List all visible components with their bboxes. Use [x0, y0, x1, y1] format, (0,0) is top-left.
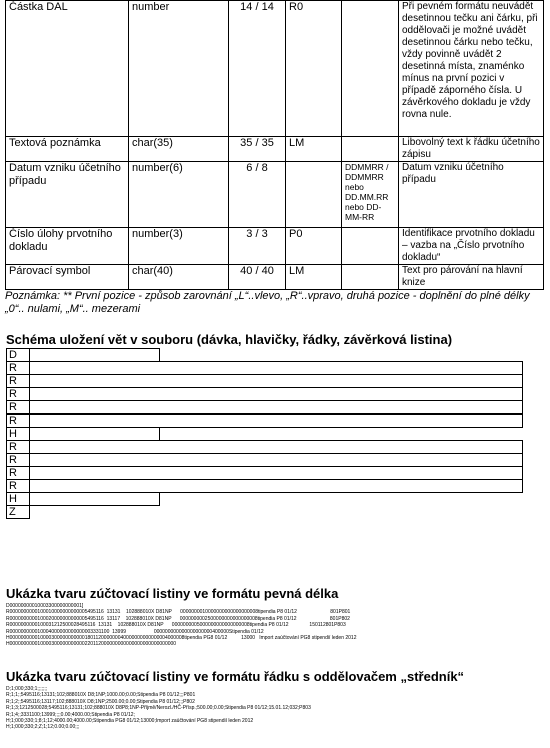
spec-cell-len: 3 / 3 — [229, 228, 286, 265]
note: Poznámka: ** První pozice - způsob zarovnání „L“..vlevo, „R“..vpravo, druhá pozice - doplnění do plné délky „0“.. nulami, „M“.. mezerami — [5, 290, 530, 315]
schema-record-bar — [29, 348, 160, 362]
schema-tag: R — [6, 479, 30, 493]
spec-cell-pattern — [342, 137, 399, 162]
spec-cell-pattern — [342, 1, 399, 137]
sample-line: D00000000010003300000000001] — [6, 603, 84, 609]
spec-row — [6, 137, 544, 162]
spec-cell-fmt: P0 — [286, 228, 342, 265]
spec-cell-name: Textová poznámka — [6, 137, 129, 162]
fixed-format-heading: Ukázka tvaru zúčtovací listiny ve formátu pevná délka — [6, 586, 339, 601]
schema-record-bar — [29, 400, 523, 414]
schema-record-bar — [29, 479, 523, 493]
spec-cell-type: number(3) — [129, 228, 229, 265]
spec-cell-type: char(35) — [129, 137, 229, 162]
schema-tag: R — [6, 453, 30, 467]
spec-cell-pattern — [342, 265, 399, 290]
spec-row — [6, 162, 544, 228]
spec-cell-desc: Datum vzniku účetního případu — [399, 162, 544, 228]
spec-cell-fmt: LM — [286, 137, 342, 162]
schema-heading: Schéma uložení vět v souboru (dávka, hlavičky, řádky, závěrková listina) — [6, 332, 453, 347]
schema-record-bar — [29, 427, 160, 441]
schema-record-bar — [29, 361, 523, 375]
spec-cell-len: 6 / 8 — [229, 162, 286, 228]
schema-tag: Z — [6, 505, 30, 519]
schema-tag: R — [6, 400, 30, 414]
sample-line: R0000000000100010000000000005495116 13131 102888010X D81NP 0000000010000000000000000008tipendia P8 01/12 801P801 — [6, 609, 351, 616]
sample-line: R;1;3;1212500028;5495116;13131;102;888010X D8P8;1NP-Příjmě/Nerozl./HČ-Přísp.;500.00;0.00;Stipendia P8 01/12;15.01.12;032;P803 — [6, 705, 311, 712]
csv-format-heading: Ukázka tvaru zúčtovací listiny ve formátu řádku s oddělovačem „středník“ — [6, 669, 465, 684]
spec-cell-desc: Při pevném formátu neuvádět desetinnou tečku ani čárku, při oddělovači je možné uvádět desetinnou čárku nebo tečku, vždy povinně uvádět 2 desetinná místa, znaménko mínus na první pozici v případě záporného čísla. U závěrkového dokladu je vždy rovna nule. — [399, 1, 544, 137]
schema-tag: H — [6, 427, 30, 441]
spec-row — [6, 228, 544, 265]
schema-tag: R — [6, 466, 30, 480]
schema-record-bar — [29, 440, 523, 454]
sample-line: R0000000000100020000000000005495116 13117 102888010X D81NP 0000000002500000000000000008tipendia P8 01/12 801P802 — [6, 615, 350, 622]
spec-cell-type: char(40) — [129, 265, 229, 290]
spec-cell-desc: Identifikace prvotního dokladu – vazba na „Číslo prvotního dokladu“ — [399, 228, 544, 265]
spec-cell-name: Datum vzniku účetního případu — [6, 162, 129, 228]
sample-line: H;1;000;330;2;Z;1;12;0.00;0.00;;; — [6, 724, 80, 731]
field-spec-table — [5, 0, 544, 290]
schema-tag: H — [6, 492, 30, 506]
spec-cell-fmt: LM — [286, 265, 342, 290]
schema-tag: R — [6, 374, 30, 388]
spec-cell-type: number(6) — [129, 162, 229, 228]
sample-line: R;1;1;;5495116;13131;102;888010X D8;1NP;1000.00;0.00;Stipendia P8 01/12;;;P801 — [6, 692, 196, 699]
sample-line: R;1;2;;5495116;13117;102;888010X D8;1NP;2500.00;0.00;Stipendia P8 01/12;;;P802 — [6, 698, 195, 705]
sample-line: D;1;000;330;1;;;;;;; — [6, 686, 48, 692]
spec-cell-type: number — [129, 1, 229, 137]
spec-cell-fmt: R0 — [286, 1, 342, 137]
schema-record-bar — [29, 387, 523, 401]
spec-cell-desc: Libovolný text k řádku účetního zápisu — [399, 137, 544, 162]
spec-cell-desc: Text pro párování na hlavní knize — [399, 265, 544, 290]
spec-cell-name: Částka DAL — [6, 1, 129, 137]
spec-cell-pattern — [342, 228, 399, 265]
sample-line: R000000000010004000000000000003331100 13999 000000000000000000000400000Stipendia 01/12 — [6, 628, 264, 635]
sample-line: H000000000010000300000000000220112000000000000000000000000000 — [6, 641, 177, 648]
schema-tag: D — [6, 348, 30, 362]
schema-tag: R — [6, 387, 30, 401]
schema-tag: R — [6, 414, 30, 428]
spec-row — [6, 265, 544, 290]
schema-record-bar — [29, 414, 523, 428]
spec-cell-fmt — [286, 162, 342, 228]
spec-row — [6, 1, 544, 137]
schema-tag: R — [6, 440, 30, 454]
sample-line: H000000000010000300000000000180112000000040000000000000004000008tipendia PG8 01/12 13000 Import zaúčtování PG8 stipendií leden 2012 — [6, 635, 357, 641]
spec-cell-len: 35 / 35 — [229, 137, 286, 162]
schema-tag: R — [6, 361, 30, 375]
schema-record-bar — [29, 492, 160, 506]
spec-cell-name: Párovací symbol — [6, 265, 129, 290]
spec-cell-len: 14 / 14 — [229, 1, 286, 137]
sample-line: H;1;000;330;1;8;1;12;4000.00;4000.00;Stipendia PG8 01/12;13000;Import zaúčtování PG8 stipendií leden 2012 — [6, 718, 254, 724]
sample-line: R;1;4;;3331100;13999;;;;0.00;4000.00;Stipendia P8 01/12; — [6, 711, 135, 718]
schema-record-bar — [29, 453, 523, 467]
spec-cell-len: 40 / 40 — [229, 265, 286, 290]
schema-record-bar — [29, 466, 523, 480]
schema-record-bar — [29, 374, 523, 388]
spec-cell-name: Číslo úlohy prvotního dokladu — [6, 228, 129, 265]
spec-cell-pattern: DDMMRR / DDMMRR nebo DD.MM.RR nebo DD-MM-RR — [342, 162, 399, 228]
sample-line: R0000000000100031212500028495116 13131 102888010X D81NP 0000000005000000000000000008tipendia P8 01/12 150112801P803 — [6, 622, 346, 629]
